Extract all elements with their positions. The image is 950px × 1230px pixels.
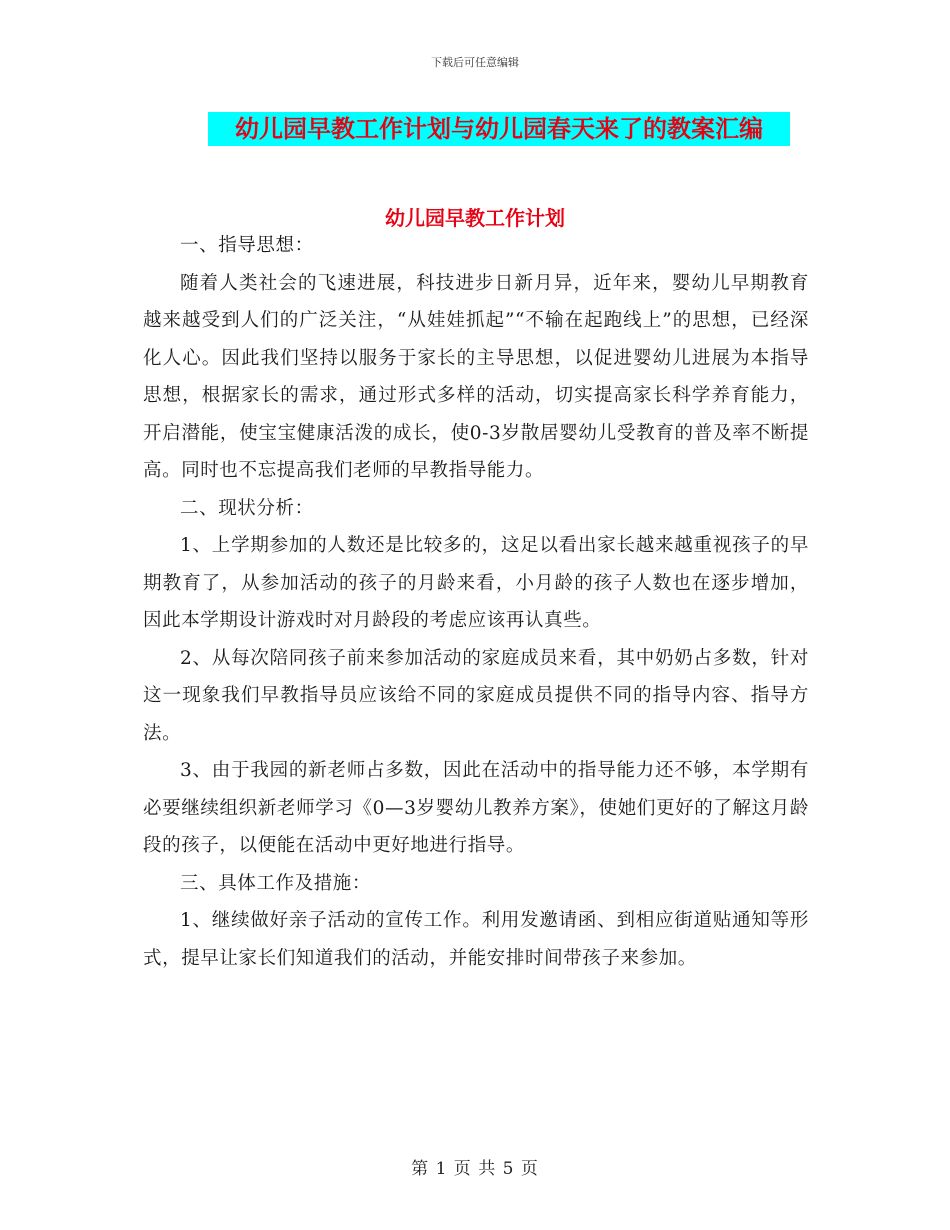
page-footer: 第 1 页 共 5 页 [411, 1159, 539, 1179]
paragraph-status-1: 1、上学期参加的人数还是比较多的，这足以看出家长越来越重视孩子的早期教育了，从参加活动的孩子的月龄来看，小月龄的孩子人数也在逐步增加，因此本学期设计游戏时对月龄段的考虑应该再认真些。 [143, 535, 809, 631]
paragraph-guiding-thought: 随着人类社会的飞速进展，科技进步日新月异，近年来，婴幼儿早期教育越来越受到人们的广泛关注，“从娃娃抓起”“不输在起跑线上”的思想，已经深化人心。因此我们坚持以服务于家长的主导思想，以促进婴幼儿进展为本指导思想，根据家长的需求，通过形式多样的活动，切实提高家长科学养育能力，开启潜能，使宝宝健康活泼的成长，使0-3岁散居婴幼儿受教育的普及率不断提高。同时也不忘提高我们老师的早教指导能力。 [143, 272, 809, 481]
document-body [143, 227, 809, 977]
paragraph-status-2: 2、从每次陪同孩子前来参加活动的家庭成员来看，其中奶奶占多数，针对这一现象我们早教指导员应该给不同的家庭成员提供不同的指导内容、指导方法。 [143, 647, 809, 744]
header-note: 下载后可任意编辑 [431, 56, 519, 69]
heading-status-analysis: 二、现状分析： [180, 497, 314, 519]
document-title: 幼儿园早教工作计划与幼儿园春天来了的教案汇编 [208, 112, 790, 146]
heading-guiding-thought: 一、指导思想： [180, 235, 314, 256]
section-title: 幼儿园早教工作计划 [385, 206, 565, 230]
paragraph-work-1: 1、继续做好亲子活动的宣传工作。利用发邀请函、到相应街道贴通知等形式，提早让家长们知道我们的活动，并能安排时间带孩子来参加。 [143, 910, 809, 969]
heading-specific-work: 三、具体工作及措施： [180, 872, 372, 894]
paragraph-status-3: 3、由于我园的新老师占多数，因此在活动中的指导能力还不够，本学期有必要继续组织新老师学习《0—3岁婴幼儿教养方案》，使她们更好的了解这月龄段的孩子，以便能在活动中更好地进行指导。 [143, 760, 809, 856]
